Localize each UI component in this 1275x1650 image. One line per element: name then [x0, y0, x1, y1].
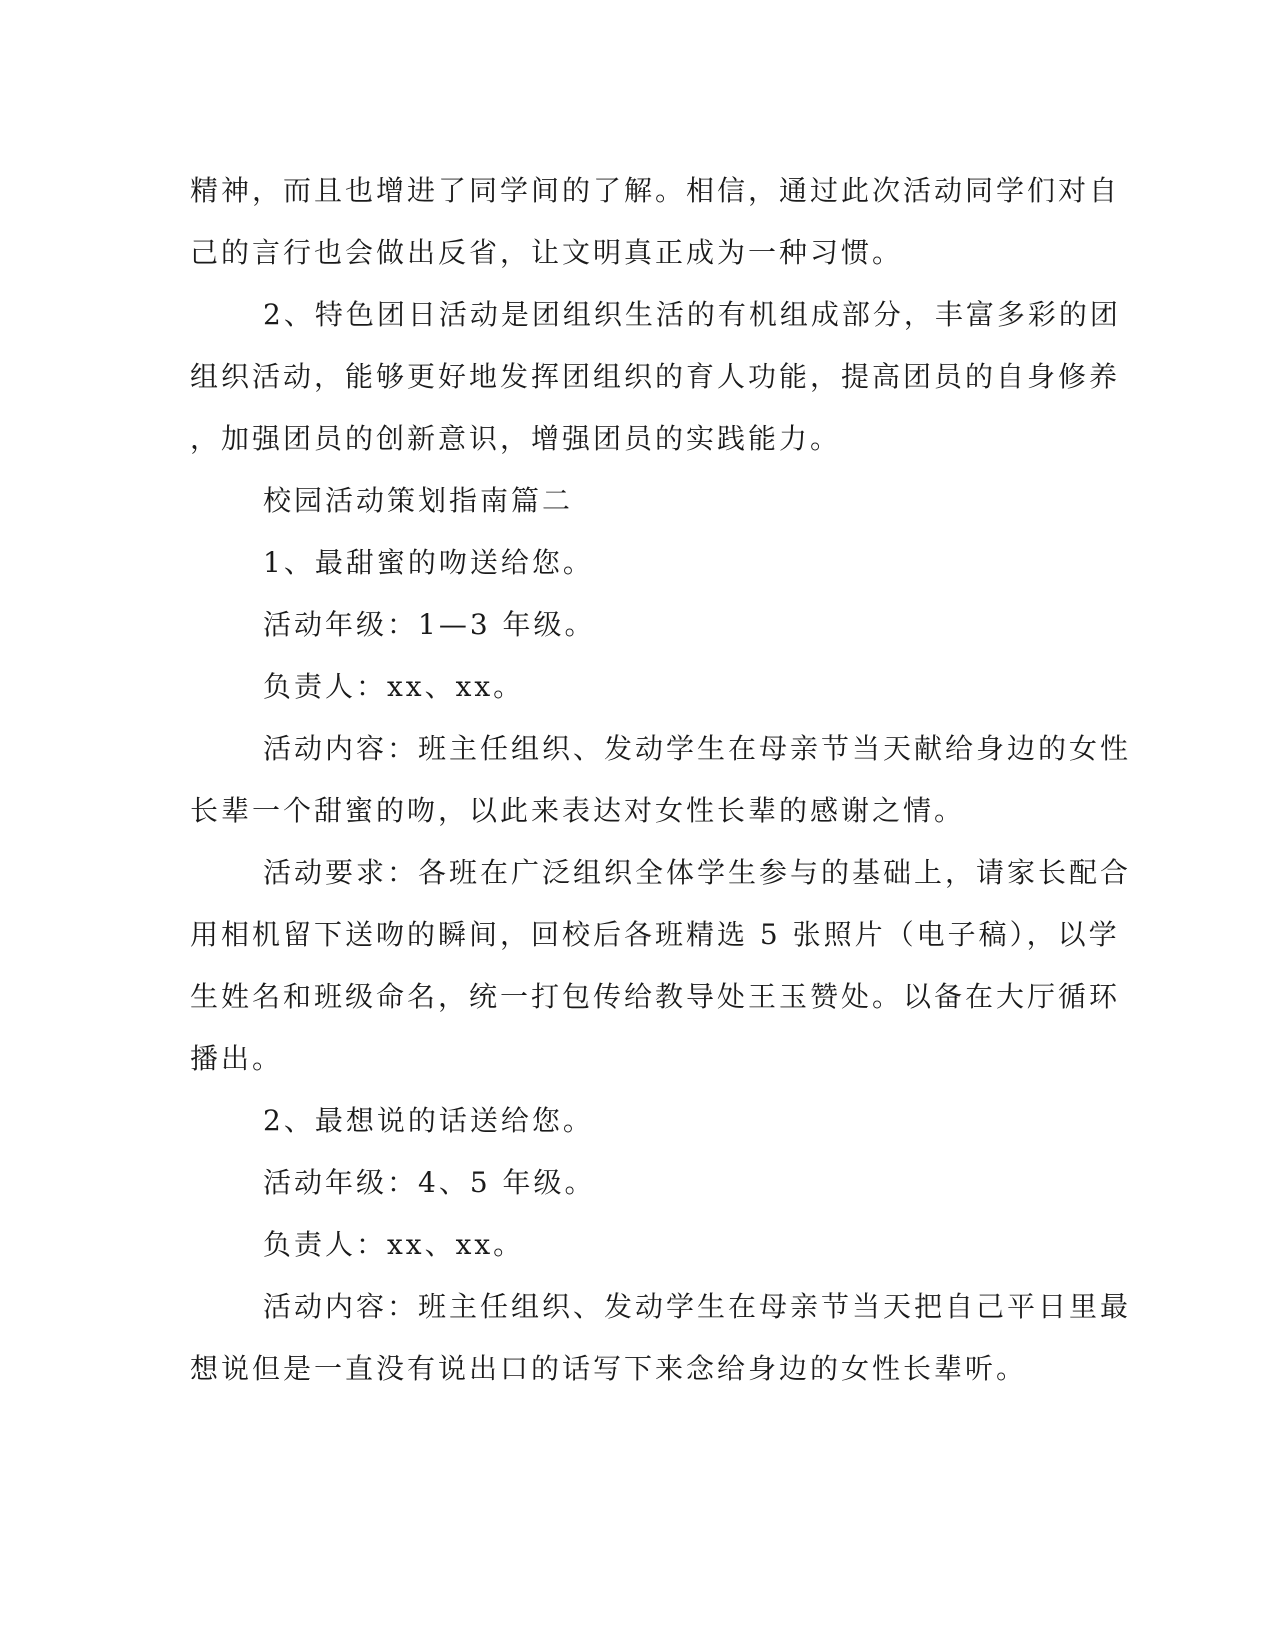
text-line: 活动要求：各班在广泛组织全体学生参与的基础上，请家长配合: [263, 856, 1132, 889]
text-line: 活动年级：1—3 年级。: [263, 608, 596, 641]
text-line: 负责人：xx、xx。: [263, 1228, 525, 1261]
text-line: 播出。: [190, 1042, 284, 1075]
text-line: 负责人：xx、xx。: [263, 670, 525, 703]
document-body: [190, 160, 1132, 1400]
text-line: 活动年级：4、5 年级。: [263, 1166, 596, 1199]
text-line: 己的言行也会做出反省，让文明真正成为一种习惯。: [190, 236, 904, 269]
text-line: 长辈一个甜蜜的吻，以此来表达对女性长辈的感谢之情。: [190, 794, 966, 827]
text-line: 想说但是一直没有说出口的话写下来念给身边的女性长辈听。: [190, 1352, 1028, 1385]
text-line: 活动内容：班主任组织、发动学生在母亲节当天献给身边的女性: [263, 732, 1132, 765]
text-line: 用相机留下送吻的瞬间，回校后各班精选 5 张照片（电子稿），以学: [190, 918, 1120, 951]
text-line: 2、特色团日活动是团组织生活的有机组成部分，丰富多彩的团: [263, 298, 1121, 331]
text-line: 生姓名和班级命名，统一打包传给教导处王玉赞处。以备在大厅循环: [190, 980, 1121, 1013]
section-heading: 校园活动策划指南篇二: [263, 484, 574, 517]
text-line: ，加强团员的创新意识，增强团员的实践能力。: [190, 422, 842, 455]
text-line: 组织活动，能够更好地发挥团组织的育人功能，提高团员的自身修养: [190, 360, 1121, 393]
text-line: 1、最甜蜜的吻送给您。: [263, 546, 594, 579]
text-line: 活动内容：班主任组织、发动学生在母亲节当天把自己平日里最: [263, 1290, 1132, 1323]
text-line: 精神，而且也增进了同学间的了解。相信，通过此次活动同学们对自: [190, 174, 1121, 207]
text-line: 2、最想说的话送给您。: [263, 1104, 594, 1137]
